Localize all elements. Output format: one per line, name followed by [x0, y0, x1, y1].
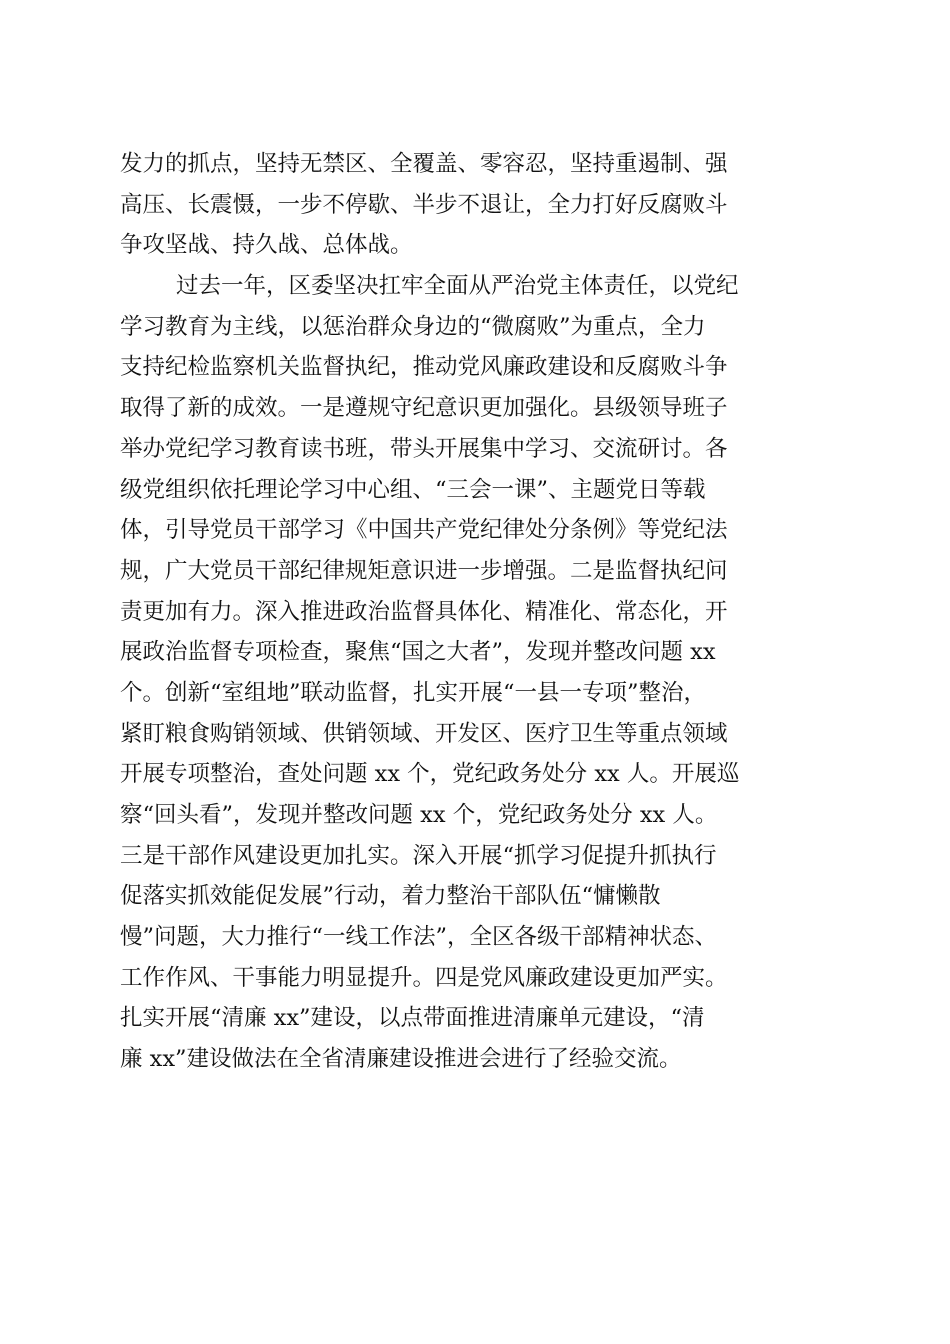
- paragraph-line: 开展专项整治，查处问题 xx 个，党纪政务处分 xx 人。开展巡: [120, 761, 740, 788]
- paragraph-line: 支持纪检监察机关监督执纪，推动党风廉政建设和反腐败斗争: [120, 354, 728, 381]
- paragraph-line: 学习教育为主线，以惩治群众身边的“微腐败”为重点，全力: [120, 313, 706, 340]
- paragraph-line: 过去一年，区委坚决扛牢全面从严治党主体责任，以党纪: [176, 273, 739, 300]
- paragraph-line: 发力的抓点，坚持无禁区、全覆盖、零容忍，坚持重遏制、强: [120, 151, 728, 177]
- paragraph-line: 个。创新“室组地”联动监督，扎实开展“一县一专项”整治，: [120, 679, 707, 706]
- paragraph-line: 察“回头看”，发现并整改问题 xx 个，党纪政务处分 xx 人。: [120, 802, 718, 828]
- document-body: [120, 144, 840, 1080]
- paragraph-line: 促落实抓效能促发展”行动，着力整治干部队伍“慵懒散: [120, 883, 661, 910]
- paragraph-line: 规，广大党员干部纪律规矩意识进一步增强。二是监督执纪问: [120, 557, 728, 584]
- paragraph-line: 高压、长震慑，一步不停歇、半步不退让，全力打好反腐败斗: [120, 191, 728, 218]
- paragraph-line: 工作作风、干事能力明显提升。四是党风廉政建设更加严实。: [120, 964, 728, 991]
- paragraph-line: 展政治监督专项检查，聚焦“国之大者”，发现并整改问题 xx: [120, 639, 716, 666]
- paragraph-line: 扎实开展“清廉 xx”建设，以点带面推进清廉单元建设，“清: [120, 1005, 705, 1032]
- paragraph-line: 争攻坚战、持久战、总体战。: [120, 232, 413, 259]
- paragraph-line: 廉 xx”建设做法在全省清廉建设推进会进行了经验交流。: [120, 1046, 682, 1073]
- paragraph-line: 级党组织依托理论学习中心组、“三会一课”、主题党日等载: [120, 476, 706, 503]
- paragraph-line: 慢”问题，大力推行“一线工作法”，全区各级干部精神状态、: [120, 924, 718, 951]
- paragraph-line: 举办党纪学习教育读书班，带头开展集中学习、交流研讨。各: [120, 435, 728, 462]
- paragraph-line: 体，引导党员干部学习《中国共产党纪律处分条例》等党纪法: [120, 517, 728, 544]
- paragraph-line: 三是干部作风建设更加扎实。深入开展“抓学习促提升抓执行: [120, 842, 717, 869]
- paragraph-line: 取得了新的成效。一是遵规守纪意识更加强化。县级领导班子: [120, 395, 728, 422]
- paragraph-1: [120, 144, 840, 266]
- paragraph-2: [120, 266, 840, 1080]
- paragraph-line: 责更加有力。深入推进政治监督具体化、精准化、常态化，开: [120, 598, 728, 625]
- paragraph-line: 紧盯粮食购销领域、供销领域、开发区、医疗卫生等重点领域: [120, 720, 728, 747]
